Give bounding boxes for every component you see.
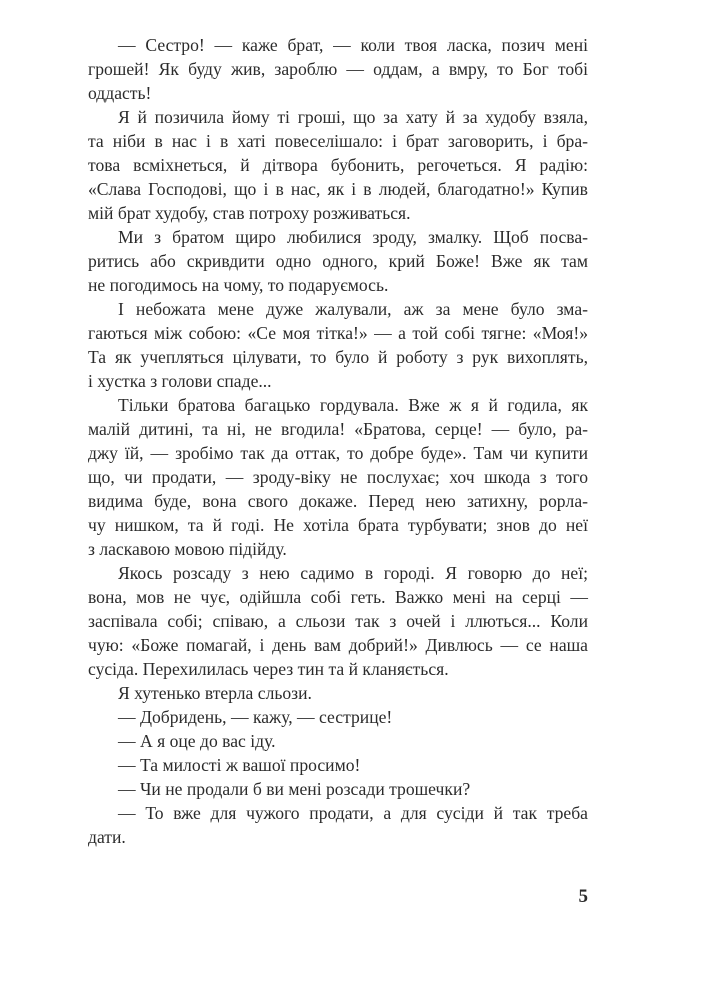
text-line: Ми з братом щиро любилися зроду, змалку. Щоб посва- bbox=[118, 227, 588, 247]
text-line: дати. bbox=[88, 827, 126, 847]
text-line: — То вже для чужого продати, а для сусіди й так треба bbox=[118, 803, 588, 823]
text-line: — А я оце до вас іду. bbox=[118, 731, 276, 751]
text-line: мій брат худобу, став потроху розживаться. bbox=[88, 203, 411, 223]
text-line: і хустка з голови спаде... bbox=[88, 371, 272, 391]
text-line: з ласкавою мовою підійду. bbox=[88, 539, 287, 559]
text-line: — Та милості ж вашої просимо! bbox=[118, 755, 361, 775]
text-line: що, чи продати, — зроду-віку не послухає; хоч шкода з того bbox=[88, 467, 588, 487]
text-line: чу нишком, та й годі. Не хотіла брата турбувати; знов до неї bbox=[88, 515, 588, 535]
text-line: чую: «Боже помагай, і день вам добрий!» Дивлюсь — се наша bbox=[88, 635, 588, 655]
text-line: — Добридень, — кажу, — сестрице! bbox=[118, 707, 393, 727]
text-line: сусіда. Перехилилась через тин та й кланяється. bbox=[88, 659, 449, 679]
text-line: гаються між собою: «Се моя тітка!» — а той собі тягне: «Моя!» bbox=[88, 323, 588, 343]
text-line: оддасть! bbox=[88, 83, 152, 103]
text-line: Та як учепляться цілувати, то було й роботу з рук вихоплять, bbox=[88, 347, 588, 367]
text-line: ритись або скривдити одно одного, крий Боже! Вже як там bbox=[88, 251, 588, 271]
text-line: — Сестро! — каже брат, — коли твоя ласка, позич мені bbox=[118, 35, 588, 55]
text-line: «Слава Господові, що і в нас, як і в людей, благодатно!» Купив bbox=[88, 179, 588, 199]
text-line: джу їй, — зробімо так да оттак, то добре буде». Там чи купити bbox=[88, 443, 588, 463]
text-line: видима буде, вона свого докаже. Перед нею затихну, popла- bbox=[88, 491, 588, 511]
page-number: 5 bbox=[578, 886, 588, 907]
book-page-text bbox=[88, 33, 588, 849]
text-line: заспівала собі; співаю, а сльози так з очей і ллються... Коли bbox=[88, 611, 588, 631]
text-line: Якось розсаду з нею садимо в городі. Я говорю до неї; bbox=[118, 563, 588, 583]
text-line: Я й позичила йому ті гроші, що за хату й за худобу взяла, bbox=[118, 107, 588, 127]
text-line: вона, мов не чує, одійшла собі геть. Важко мені на серці — bbox=[88, 587, 588, 607]
text-line: — Чи не продали б ви мені розсади трошечки? bbox=[118, 779, 471, 799]
text-line: не погодимось на чому, то подаруємось. bbox=[88, 275, 389, 295]
text-line: грошей! Як буду жив, зароблю — оддам, а вмру, то Бог тобі bbox=[88, 59, 588, 79]
text-line: та ніби в нас і в хаті повеселішало: і брат заговорить, і бра- bbox=[88, 131, 588, 151]
text-line: Тільки братова багацько гордувала. Вже ж я й годила, як bbox=[118, 395, 588, 415]
text-line: Я хутенько втерла сльози. bbox=[118, 683, 312, 703]
text-line: І небожата мене дуже жалували, аж за мене було зма- bbox=[118, 299, 588, 319]
text-line: това всміхнеться, й дітвора бубонить, регочеться. Я радію: bbox=[88, 155, 588, 175]
text-line: малій дитині, та ні, не вгодила! «Братова, серце! — було, ра- bbox=[88, 419, 588, 439]
